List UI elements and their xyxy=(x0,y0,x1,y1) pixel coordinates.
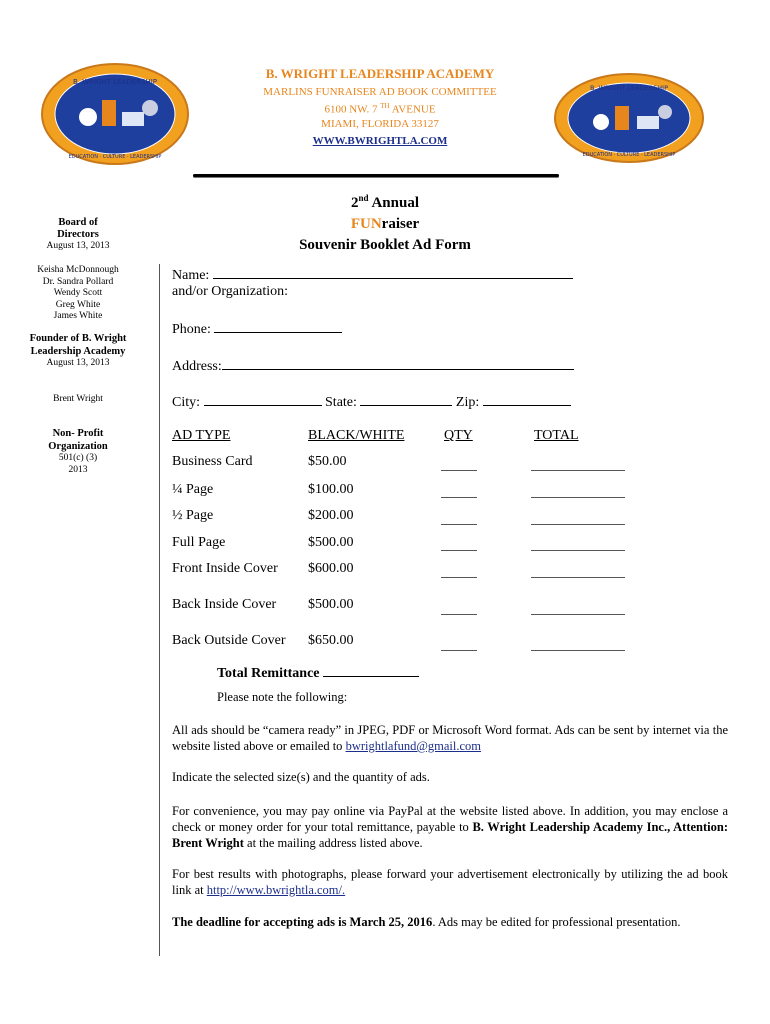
address-field[interactable]: Address: xyxy=(172,356,574,375)
note-camera-ready: All ads should be “camera ready” in JPEG, PDF or Microsoft Word format. Ads can be sent by internet via the website listed above or emailed to bwrightlafund@gmail.com xyxy=(172,723,728,753)
ad-type-cell: ½ Page xyxy=(172,508,214,523)
qty-blank[interactable] xyxy=(441,577,477,578)
qty-blank[interactable] xyxy=(441,550,477,551)
col-header-total: TOTAL xyxy=(534,428,579,443)
svg-text:EDUCATION · CULTURE · LEADERSH: EDUCATION · CULTURE · LEADERSHIP xyxy=(582,152,676,158)
state-input-line[interactable] xyxy=(360,392,452,406)
founder-date: August 13, 2013 xyxy=(46,358,110,368)
sidebar-founder xyxy=(22,332,134,370)
col-header-blackwhite: BLACK/WHITE xyxy=(308,428,405,443)
title-funraiser: FUNraiser xyxy=(350,216,420,232)
city-input-line[interactable] xyxy=(204,392,322,406)
total-blank[interactable] xyxy=(531,497,625,498)
total-blank[interactable] xyxy=(531,614,625,615)
website-link[interactable]: WWW.BWRIGHTLA.COM xyxy=(312,134,448,147)
ad-type-cell: Front Inside Cover xyxy=(172,561,278,576)
col-header-qty: QTY xyxy=(444,428,473,443)
note-deadline: The deadline for accepting ads is March 25, 2016. Ads may be edited for professional presentation. xyxy=(172,915,681,929)
price-cell: $500.00 xyxy=(308,597,354,612)
notes-intro: Please note the following: xyxy=(217,690,348,704)
note-payment: For convenience, you may pay online via PayPal at the website listed above. In addition, you may enclose a check or money order for your total remittance, payable to B. Wright Leadership Academy Inc., Attention: Brent Wright at the mailing address listed above. xyxy=(172,804,728,850)
price-cell: $50.00 xyxy=(308,454,347,469)
nonprofit-year: 2013 xyxy=(68,464,88,475)
board-member: Greg White xyxy=(55,299,101,310)
name-field[interactable]: Name: xyxy=(172,265,573,284)
total-blank[interactable] xyxy=(531,470,625,471)
header xyxy=(180,66,580,148)
founder-name: Brent Wright xyxy=(53,394,103,404)
qty-blank[interactable] xyxy=(441,497,477,498)
ad-type-cell: ¼ Page xyxy=(172,482,214,497)
ad-type-cell: Back Inside Cover xyxy=(172,597,277,612)
header-divider xyxy=(193,174,559,177)
col-header-adtype: AD TYPE xyxy=(172,428,231,443)
svg-text:EDUCATION · CULTURE · LEADERSH: EDUCATION · CULTURE · LEADERSHIP xyxy=(68,154,162,160)
total-blank[interactable] xyxy=(531,650,625,651)
note-indicate-size: Indicate the selected size(s) and the quantity of ads. xyxy=(172,770,430,784)
sidebar-divider xyxy=(159,264,160,956)
ad-type-cell: Full Page xyxy=(172,535,226,550)
price-cell: $500.00 xyxy=(308,535,354,550)
address-input-line[interactable] xyxy=(222,356,574,370)
sidebar-board xyxy=(22,217,134,253)
price-cell: $650.00 xyxy=(308,633,354,648)
board-member: Keisha McDonnough xyxy=(37,265,119,275)
title-subtitle: Souvenir Booklet Ad Form xyxy=(299,237,471,253)
name-input-line[interactable] xyxy=(213,265,573,279)
total-blank[interactable] xyxy=(531,550,625,551)
phone-field[interactable]: Phone: xyxy=(172,319,342,338)
board-member: Wendy Scott xyxy=(53,288,103,298)
board-member: James White xyxy=(53,311,103,321)
title-annual: 2nd Annual xyxy=(351,193,419,211)
nonprofit-title: Non- Profit Organization xyxy=(48,428,108,452)
board-members xyxy=(22,265,134,323)
qty-blank[interactable] xyxy=(441,650,477,651)
note-photographs: For best results with photographs, please forward your advertisement electronically by utilizing the ad book link at http://www.bwrightla.com/. xyxy=(172,867,728,897)
email-link[interactable]: bwrightlafund@gmail.com xyxy=(345,739,482,753)
committee-line: MARLINS FUNRAISER AD BOOK COMMITTEE xyxy=(263,86,497,98)
total-remittance-field[interactable]: Total Remittance xyxy=(217,663,419,682)
board-title: Board of Directors xyxy=(57,217,99,240)
svg-text:B. WRIGHT LEADERSHIP: B. WRIGHT LEADERSHIP xyxy=(589,84,669,92)
address-line: 6100 NW. 7 $^{TH}$ AVENUE xyxy=(324,102,436,116)
organization-label: and/or Organization: xyxy=(172,284,288,299)
zip-input-line[interactable] xyxy=(483,392,571,406)
price-cell: $600.00 xyxy=(308,561,354,576)
board-date: August 13, 2013 xyxy=(46,241,110,251)
org-name: B. WRIGHT LEADERSHIP ACADEMY xyxy=(265,66,495,81)
founder-title: Founder of B. Wright Leadership Academy xyxy=(29,333,127,357)
qty-blank[interactable] xyxy=(441,470,477,471)
form-title xyxy=(280,188,490,256)
svg-text:B. WRIGHT LEADERSHIP: B. WRIGHT LEADERSHIP xyxy=(72,78,158,86)
sidebar-nonprofit xyxy=(22,427,134,476)
ad-type-cell: Back Outside Cover xyxy=(172,633,286,648)
total-blank[interactable] xyxy=(531,524,625,525)
city-state-zip-field[interactable]: City: State: Zip: xyxy=(172,392,571,411)
total-blank[interactable] xyxy=(531,577,625,578)
board-member: Dr. Sandra Pollard xyxy=(42,276,114,287)
academy-logo-left xyxy=(40,62,190,167)
website-url-link[interactable]: http://www.bwrightla.com/. xyxy=(206,883,346,897)
city-line: MIAMI, FLORIDA 33127 xyxy=(321,117,439,130)
nonprofit-status: 501(c) (3) xyxy=(58,453,98,463)
ad-type-cell: Business Card xyxy=(172,454,253,469)
total-remittance-line[interactable] xyxy=(323,663,419,677)
qty-blank[interactable] xyxy=(441,614,477,615)
qty-blank[interactable] xyxy=(441,524,477,525)
price-cell: $100.00 xyxy=(308,482,354,497)
price-cell: $200.00 xyxy=(308,508,354,523)
phone-input-line[interactable] xyxy=(214,319,342,333)
